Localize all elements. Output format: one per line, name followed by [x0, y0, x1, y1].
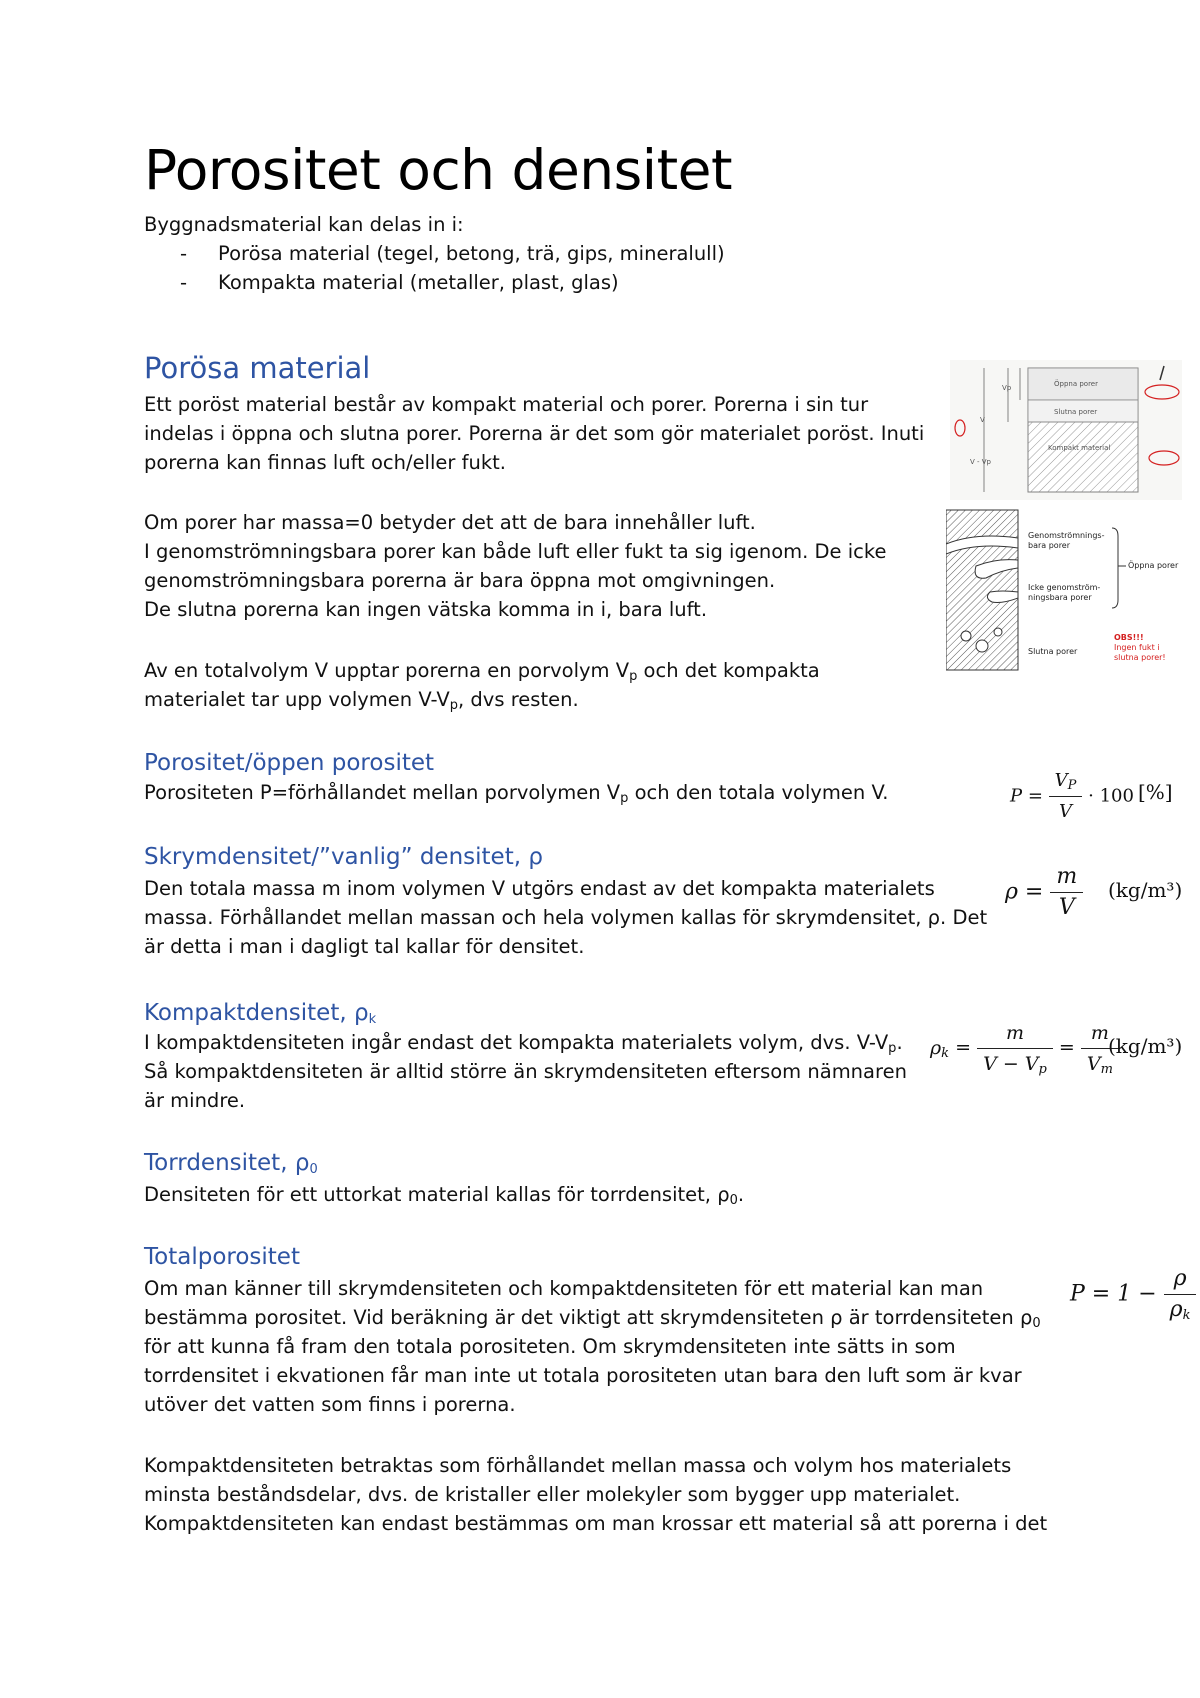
text-line: utöver det vatten som finns i porerna.: [144, 1393, 516, 1416]
text-line: Kompaktdensiteten betraktas som förhållandet mellan massa och volym hos materialets: [144, 1454, 1012, 1477]
text-line: [144, 1028, 907, 1057]
subscript: P: [1067, 778, 1077, 793]
volume-diagram-svg: [950, 360, 1182, 500]
text-line: Så kompaktdensiteten är alltid större än skrymdensiteten eftersom nämnaren: [144, 1060, 907, 1083]
formula-numerator: [1049, 766, 1083, 797]
formula-lhs: P = 1 −: [1070, 1281, 1157, 1307]
subscript: 0: [309, 1162, 318, 1177]
text-line: minsta beståndsdelar, dvs. de kristaller eller molekyler som bygger upp materialet.: [144, 1483, 961, 1506]
numerator-symbol: V: [1054, 770, 1068, 791]
text-line: genomströmningsbara porerna är bara öppna mot omgivningen.: [144, 569, 776, 592]
porous-paragraph-1: [144, 390, 924, 477]
unit-kg-per-m3: (kg/m³): [1108, 878, 1183, 902]
list-item: [144, 268, 725, 297]
list-dash: -: [180, 271, 188, 294]
lhs-symbol: ρ: [930, 1036, 942, 1059]
formula-open-porosity: [1010, 766, 1134, 827]
subscript: p: [629, 669, 638, 684]
heading-text: Torrdensitet, ρ: [144, 1150, 310, 1176]
formula-denominator: V: [1059, 801, 1073, 822]
list-item-text: Porösa material (tegel, betong, trä, gips, mineralull): [218, 242, 725, 265]
formula-numerator: m: [1050, 862, 1083, 893]
compact-material-band: [1028, 422, 1138, 492]
intro-lead: Byggnadsmaterial kan delas in i:: [144, 213, 464, 236]
text-span: , dvs resten.: [458, 688, 579, 711]
formula-tail: · 100: [1088, 785, 1134, 807]
pore-types-svg: [946, 508, 1182, 672]
compact-density-explanation: [144, 1451, 1047, 1538]
text-line: Ett poröst material består av kompakt material och porer. Porerna i sin tur: [144, 393, 869, 416]
text-span: Densiteten för ett uttorkat material kallas för torrdensitet, ρ: [144, 1183, 730, 1206]
text-line: Om porer har massa=0 betyder det att de bara innehåller luft.: [144, 511, 756, 534]
formula-equals: =: [955, 1036, 972, 1059]
denominator-text: V: [1086, 1053, 1101, 1075]
figure1-label-vp: Vp: [1002, 384, 1012, 392]
figure1-label-closed: Slutna porer: [1054, 408, 1098, 416]
text-line: är mindre.: [144, 1089, 246, 1112]
intro-section: [144, 210, 725, 297]
figure2-label-closed: Slutna porer: [1028, 647, 1078, 656]
heading-text: Kompaktdensitet, ρ: [144, 1000, 369, 1026]
text-line: De slutna porerna kan ingen vätska komma in i, bara luft.: [144, 598, 708, 621]
total-porosity-text: [144, 1274, 1041, 1419]
text-line: porerna kan finnas luft och/eller fukt.: [144, 451, 506, 474]
subscript: k: [368, 1012, 377, 1027]
list-dash: -: [180, 242, 188, 265]
formula-fraction: [1164, 1264, 1197, 1325]
figure2-label-open: Öppna porer: [1128, 561, 1179, 570]
text-line: [144, 1303, 1041, 1332]
figure1-label-open: Öppna porer: [1054, 380, 1098, 388]
figure1-label-compact: Kompakt material: [1048, 444, 1111, 452]
text-span: bestämma porositet. Vid beräkning är det viktigt att skrymdensiteten ρ är torrdensiteten ρ: [144, 1306, 1033, 1329]
list-item-text: Kompakta material (metaller, plast, glas): [218, 271, 619, 294]
figure2-note-line2: Ingen fukt i: [1114, 643, 1160, 652]
bulk-density-text: [144, 874, 987, 961]
subscript: 0: [1032, 1316, 1041, 1331]
formula-bulk-density: [1005, 862, 1083, 923]
figure2-label-nonflow-1: Icke genomström-: [1028, 583, 1101, 592]
compact-density-text: [144, 1028, 907, 1115]
formula-fraction-1: [977, 1018, 1053, 1079]
figure2-note-line1: OBS!!!: [1114, 633, 1144, 642]
figure2-note-line3: slutna porer!: [1114, 653, 1166, 662]
subscript: p: [620, 791, 629, 806]
formula-numerator: ρ: [1164, 1264, 1197, 1295]
formula-fraction: [1049, 766, 1083, 827]
text-line: [144, 656, 820, 685]
text-line: massa. Förhållandet mellan massan och hela volymen kallas för skrymdensitet, ρ. Det: [144, 906, 988, 929]
text-line: för att kunna få fram den totala porositeten. Om skrymdensiteten inte sätts in som: [144, 1335, 956, 1358]
figure1-label-v: V: [980, 416, 985, 424]
subscript: k: [1182, 1308, 1191, 1323]
formula-fraction: [1050, 862, 1083, 923]
heading-total-porosity: Totalporositet: [144, 1244, 300, 1270]
material-list: [144, 239, 725, 297]
heading-dry-density: [144, 1148, 318, 1178]
denominator-text: V − V: [983, 1053, 1039, 1075]
pore-types-figure: [946, 508, 1182, 672]
text-span: .: [737, 1183, 745, 1206]
unit-kg-per-m3: (kg/m³): [1108, 1034, 1183, 1058]
heading-open-porosity: Porositet/öppen porositet: [144, 750, 435, 776]
text-span: .: [896, 1031, 903, 1054]
heading-porous-material: Porösa material: [144, 351, 371, 385]
figure2-label-nonflow-2: ningsbara porer: [1028, 593, 1092, 602]
text-span: materialet tar upp volymen V-V: [144, 688, 450, 711]
formula-compact-density: [930, 1018, 1119, 1079]
volume-diagram-figure: [950, 360, 1182, 500]
subscript: p: [449, 698, 459, 713]
porous-paragraph-3: [144, 656, 820, 714]
formula-equals: =: [1058, 1036, 1075, 1059]
page-title: Porositet och densitet: [144, 138, 733, 202]
heading-compact-density: [144, 998, 376, 1028]
list-item: [144, 239, 725, 268]
formula-denominator: [1164, 1295, 1197, 1325]
formula-numerator: m: [1081, 1018, 1119, 1049]
subscript: p: [888, 1041, 897, 1056]
text-line: Kompaktdensiteten kan endast bestämmas om man krossar ett material så att porerna i det: [144, 1512, 1048, 1535]
unit-percent: [%]: [1138, 780, 1173, 804]
text-line: [144, 685, 820, 714]
denominator-symbol: ρ: [1169, 1297, 1183, 1322]
text-line: är detta i man i dagligt tal kallar för densitet.: [144, 935, 585, 958]
subscript: m: [1100, 1062, 1113, 1077]
text-span: I kompaktdensiteten ingår endast det kompakta materialets volym, dvs. V-V: [144, 1031, 889, 1054]
figure1-label-v-minus-vp: V - Vp: [970, 458, 991, 466]
figure2-label-flowthrough-1: Genomströmnings-: [1028, 531, 1105, 540]
porous-paragraph-2: [144, 508, 886, 624]
text-line: Den totala massa m inom volymen V utgörs endast av det kompakta materialets: [144, 877, 935, 900]
formula-total-porosity: [1070, 1264, 1196, 1325]
heading-bulk-density: Skrymdensitet/”vanlig” densitet, ρ: [144, 844, 543, 870]
text-line: torrdensitet i ekvationen får man inte ut totala porositeten utan bara den luft som är kvar: [144, 1364, 1022, 1387]
text-span: Porositeten P=förhållandet mellan porvolymen V: [144, 781, 621, 804]
formula-numerator: m: [977, 1018, 1053, 1049]
text-span: och den totala volymen V.: [628, 781, 889, 804]
subscript: k: [941, 1045, 950, 1061]
formula-lhs: ρ =: [1005, 879, 1044, 905]
dry-density-text: [144, 1180, 744, 1209]
text-line: I genomströmningsbara porer kan både luft eller fukt ta sig igenom. De icke: [144, 540, 887, 563]
formula-lhs: P =: [1010, 785, 1043, 807]
figure2-label-flowthrough-2: bara porer: [1028, 541, 1071, 550]
text-line: Om man känner till skrymdensiteten och kompaktdensiteten för ett material kan man: [144, 1277, 984, 1300]
text-span: Av en totalvolym V upptar porerna en porvolym V: [144, 659, 630, 682]
formula-denominator: [977, 1049, 1053, 1079]
text-line: indelas i öppna och slutna porer. Porerna är det som gör materialet poröst. Inuti: [144, 422, 925, 445]
open-porosity-text: [144, 778, 889, 807]
formula-denominator: V: [1058, 895, 1075, 920]
subscript: 0: [729, 1193, 738, 1208]
formula-lhs: [930, 1037, 949, 1059]
subscript: p: [1038, 1062, 1047, 1077]
text-span: och det kompakta: [637, 659, 820, 682]
